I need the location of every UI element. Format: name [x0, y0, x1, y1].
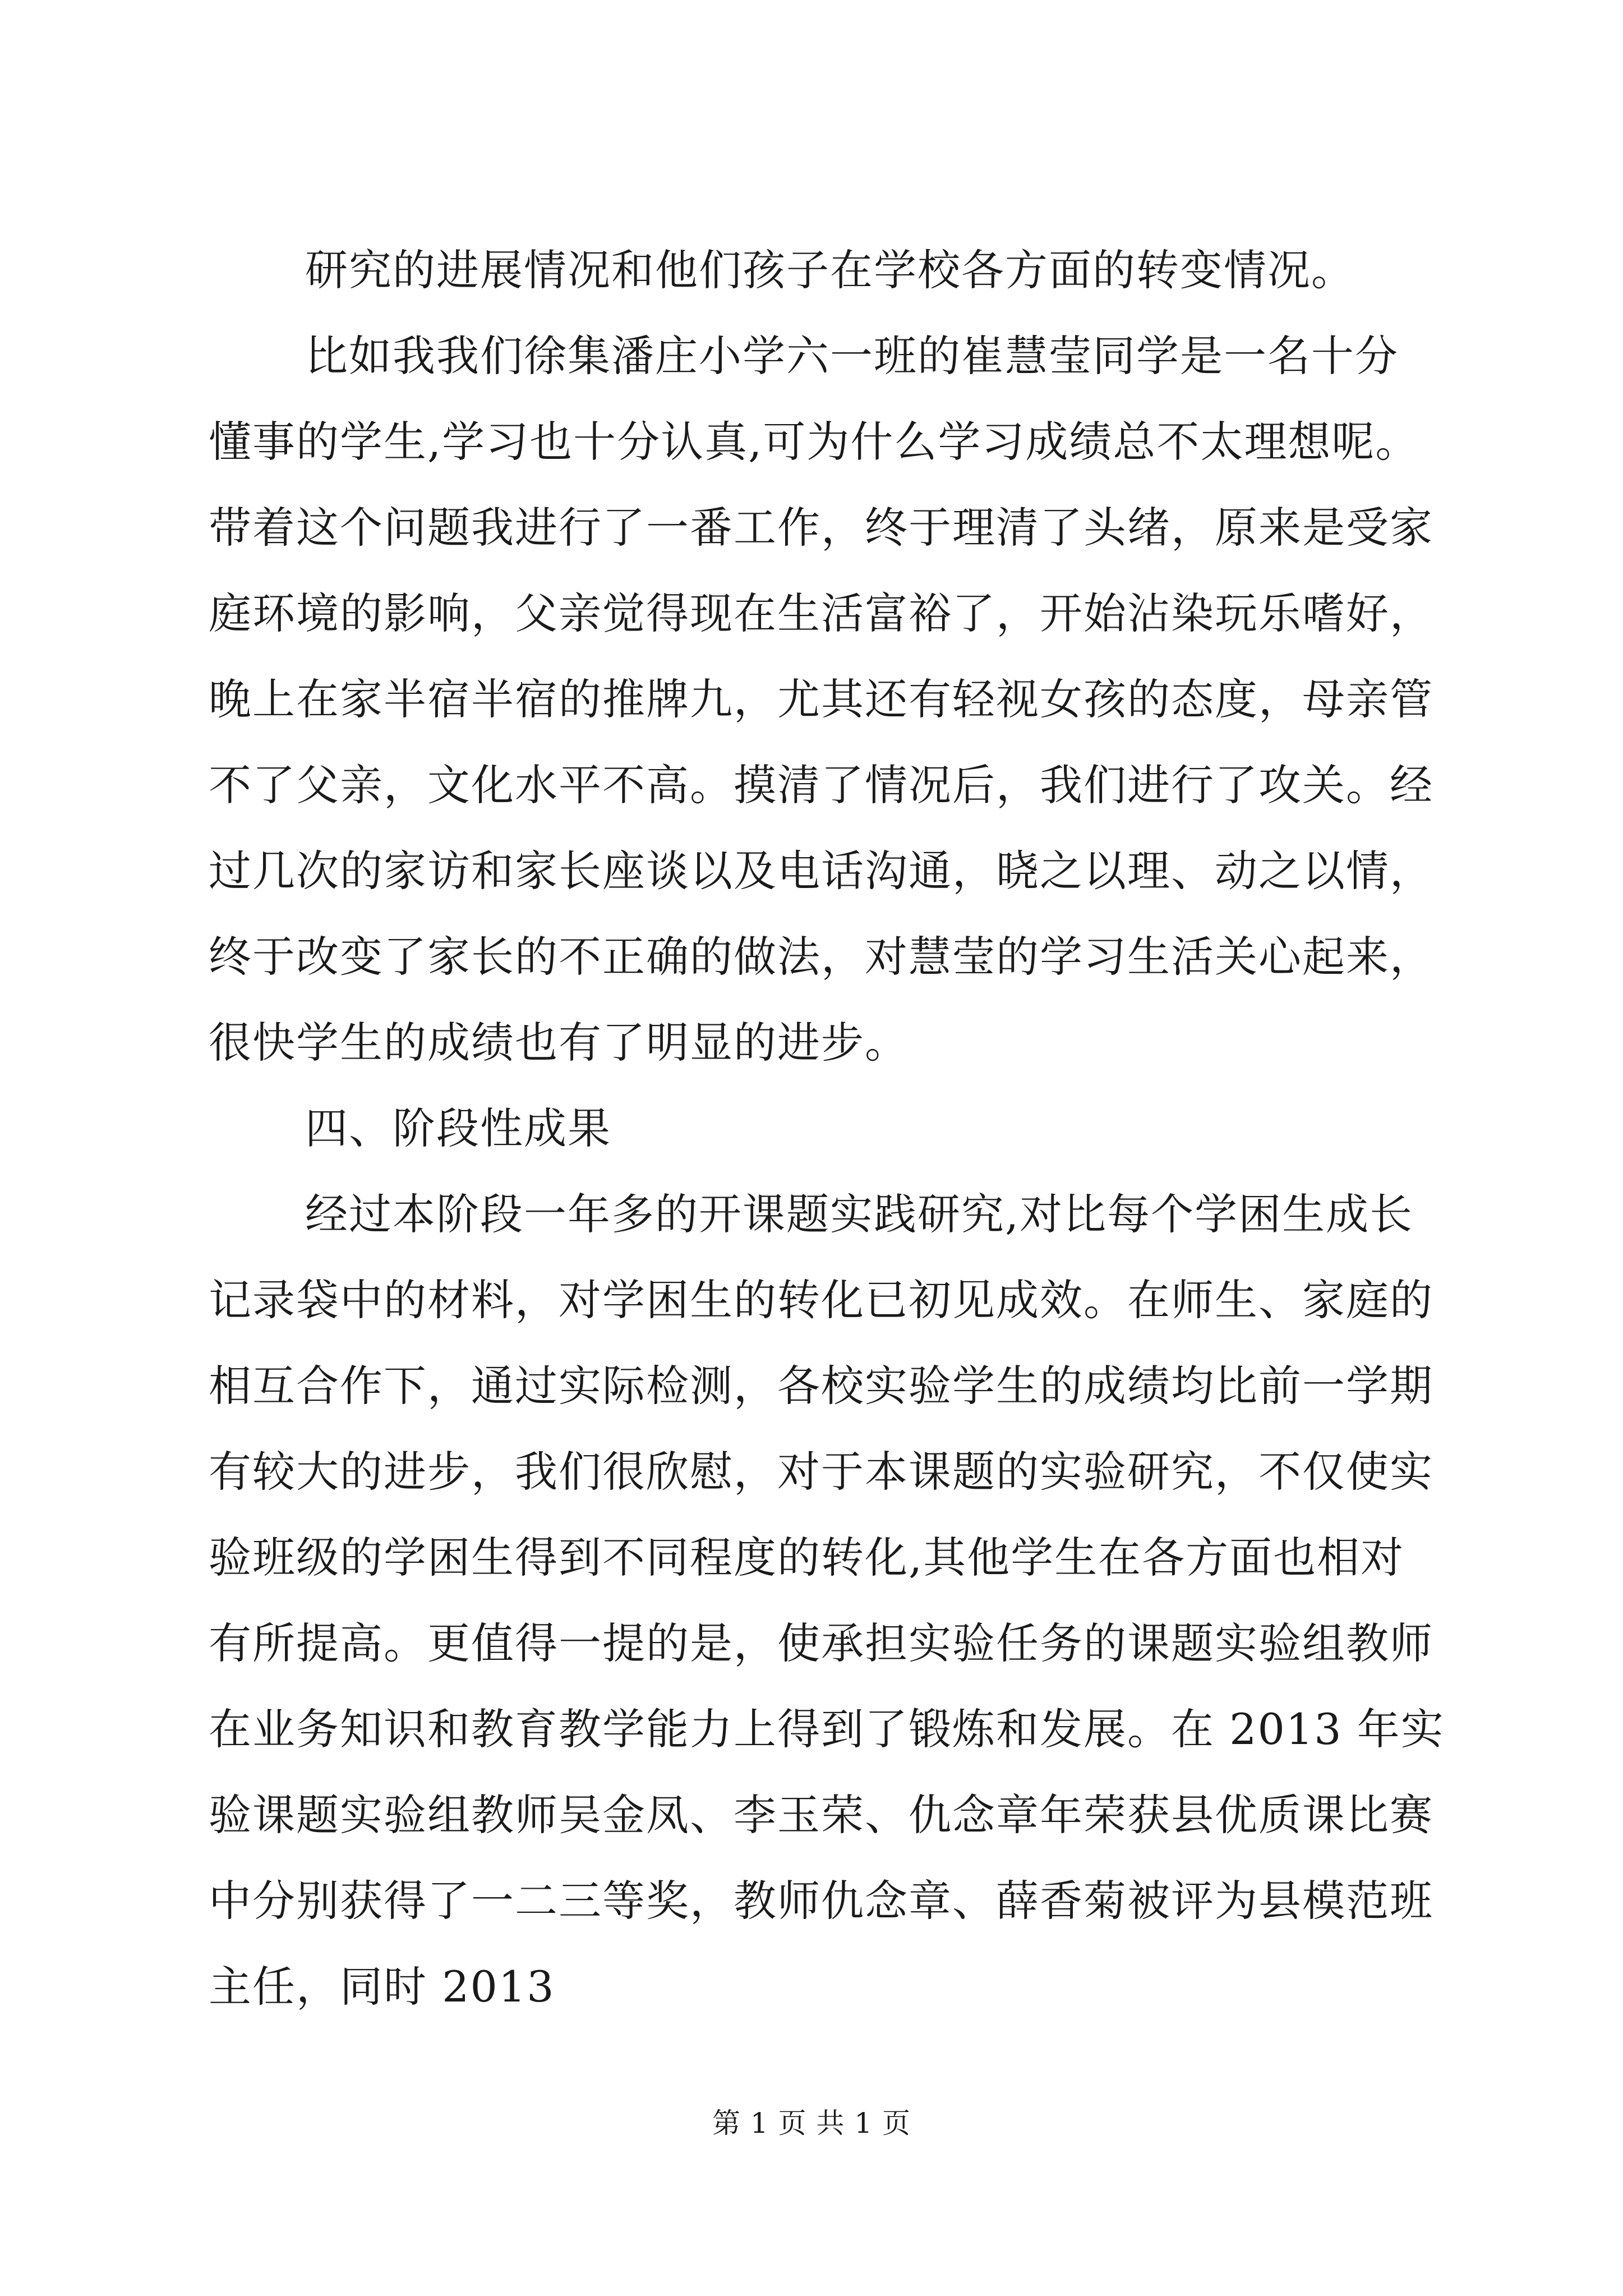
page-number-footer: 第 1 页 共 1 页 — [712, 2107, 911, 2139]
text-line: 在业务知识和教育教学能力上得到了锻炼和发展。在 2013 年实 — [209, 1704, 1445, 1754]
text-line: 庭环境的影响，父亲觉得现在生活富裕了，开始沾染玩乐嗜好， — [209, 588, 1433, 638]
text-line: 验班级的学困生得到不同程度的转化,其他学生在各方面也相对 — [209, 1533, 1405, 1582]
text-line: 懂事的学生,学习也十分认真,可为什么学习成绩总不太理想呢。 — [209, 417, 1419, 467]
document-body — [209, 227, 1445, 2030]
text-line: 带着这个问题我进行了一番工作，终于理清了头绪，原来是受家 — [209, 503, 1433, 553]
text-line: 不了父亲，文化水平不高。摸清了情况后，我们进行了攻关。经 — [209, 760, 1433, 810]
text-line: 过几次的家访和家长座谈以及电话沟通，晓之以理、动之以情， — [209, 846, 1433, 896]
text-line: 晚上在家半宿半宿的推牌九，尤其还有轻视女孩的态度，母亲管 — [209, 674, 1433, 724]
text-line: 终于改变了家长的不正确的做法，对慧莹的学习生活关心起来， — [209, 932, 1433, 982]
text-line: 经过本阶段一年多的开课题实践研究,对比每个学困生成长 — [305, 1189, 1414, 1239]
text-line: 中分别获得了一二三等奖，教师仇念章、薛香菊被评为县模范班 — [209, 1876, 1433, 1926]
text-line: 有所提高。更值得一提的是，使承担实验任务的课题实验组教师 — [209, 1618, 1433, 1668]
text-line: 相互合作下，通过实际检测，各校实验学生的成绩均比前一学期 — [209, 1361, 1433, 1411]
text-line: 比如我我们徐集潘庄小学六一班的崔慧莹同学是一名十分 — [305, 331, 1399, 381]
text-line: 研究的进展情况和他们孩子在学校各方面的转变情况。 — [305, 245, 1355, 295]
section-heading: 四、阶段性成果 — [305, 1103, 611, 1153]
text-line: 记录袋中的材料，对学困生的转化已初见成效。在师生、家庭的 — [209, 1275, 1433, 1325]
text-line: 主任，同时 2013 — [209, 1962, 555, 2012]
text-line: 很快学生的成绩也有了明显的进步。 — [209, 1018, 909, 1068]
text-line: 验课题实验组教师吴金凤、李玉荣、仇念章年荣获县优质课比赛 — [209, 1790, 1433, 1840]
text-line: 有较大的进步，我们很欣慰，对于本课题的实验研究，不仅使实 — [209, 1447, 1433, 1497]
